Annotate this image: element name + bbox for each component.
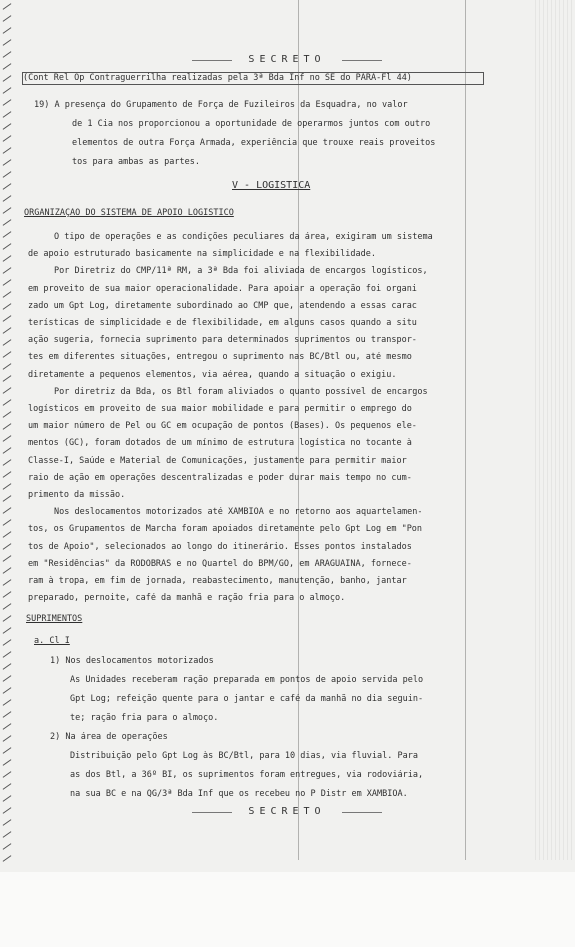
binding-marks [0,0,14,870]
supply-title: SUPRIMENTOS [26,614,83,624]
continuation-header: (Cont Rel Op Contraguerrilha realizadas pela 3ª Bda Inf no SE do PARÁ-Fl 44) [22,72,484,85]
blank-bottom [0,872,575,947]
text-line: Distribuição pelo Gpt Log às BC/Btl, para 10 dias, via fluvial. Para [70,751,418,761]
text-line: mentos (GC), foram dotados de um mínimo de estrutura logística no tocante à [28,438,412,449]
text-line: Por Diretriz do CMP/11ª RM, a 3ª Bda foi aliviada de encargos logísticos, [54,266,428,277]
text-line: em "Residências" da RODOBRÁS e no Quartel do BPM/GO, em ARAGUAÍNA, fornece- [28,558,412,569]
text-line: Nos deslocamentos motorizados até XAMBIOÁ e no retorno aos aquartelamen- [54,507,423,518]
text-line: em proveito de sua maior operacionalidade. Para apoiar a operação foi organi [28,283,417,294]
text-line: Por diretriz da Bda, os Btl foram aliviados o quanto possível de encargos [54,386,428,397]
text-line: diretamente a pequenos elementos, via aérea, quando a situação o exigiu. [28,369,397,380]
text-line: O tipo de operações e as condições peculiares da área, exigiram um sistema [54,232,433,242]
text-line: terísticas de simplicidade e de flexibilidade, em alguns casos quando a situ [28,318,417,328]
text-line: 2) Na área de operações [50,732,168,742]
text-line: elementos de outra Força Armada, experiência que trouxe reais proveitos [72,138,436,148]
text-line: logísticos em proveito de sua maior mobilidade e para permitir o emprego do [28,404,412,414]
text-line: raio de ação em operações descentralizadas e poder durar mais tempo no cum- [28,472,412,483]
text-line: de apoio estruturado basicamente na simplicidade e na flexibilidade. [28,249,376,260]
text-line: na sua BC e na QG/3ª Bda Inf que os recebeu no P Distr em XAMBIOÁ. [70,789,408,799]
text-line: um maior número de Pel ou GC em ocupação de pontos (Bases). Os pequenos ele- [28,421,417,432]
text-line: te; ração fria para o almoço. [70,713,219,723]
text-line: Classe-I, Saúde e Material de Comunicações, justamente para permitir maior [28,455,407,466]
classification-top: SECRETO [232,54,342,65]
text-line: de 1 Cia nos proporcionou a oportunidade de operarmos juntos com outro [72,119,431,129]
text-line: Gpt Log; refeição quente para o jantar e café da manhã no dia seguin- [70,694,424,704]
text-line: primento da missão. [28,490,126,500]
text-line: tos, os Grupamentos de Marcha foram apoiados diretamente pelo Gpt Log em "Pon [28,524,423,535]
text-line: zado um Gpt Log, diretamente subordinado ao CMP que, atendendo a essas carac [28,300,417,311]
text-line: tos de Apoio", selecionados ao longo do itinerário. Esses pontos instalados [28,541,412,552]
section-title: V - LOGÍSTICA [232,180,311,191]
supply-class: a. Cl I [34,636,70,646]
text-line: as dos Btl, a 36º BI, os suprimentos foram entregues, via rodoviária, [70,770,424,780]
section-subtitle: ORGANIZAÇÃO DO SISTEMA DE APOIO LOGÍSTICO [24,208,234,218]
text-line: 1) Nos deslocamentos motorizados [50,656,214,666]
classification-bottom: SECRETO [232,806,342,817]
text-line: tes em diferentes situações, entregou o suprimento nas BC/Btl ou, até mesmo [28,352,412,363]
text-line: preparado, pernoite, café da manhã e ração fria para o almoço. [28,593,346,604]
text-line: 19) A presença do Grupamento de Força de Fuzileiros da Esquadra, no valor [34,100,408,110]
text-line: tos para ambas as partes. [72,157,200,167]
text-line: ação sugeria, fornecia suprimento para determinados suprimentos ou transpor- [28,335,417,346]
text-line: ram à tropa, em fim de jornada, reabastecimento, manutenção, banho, jantar [28,576,407,586]
text-line: As Unidades receberam ração preparada em pontos de apoio servida pelo [70,675,424,685]
